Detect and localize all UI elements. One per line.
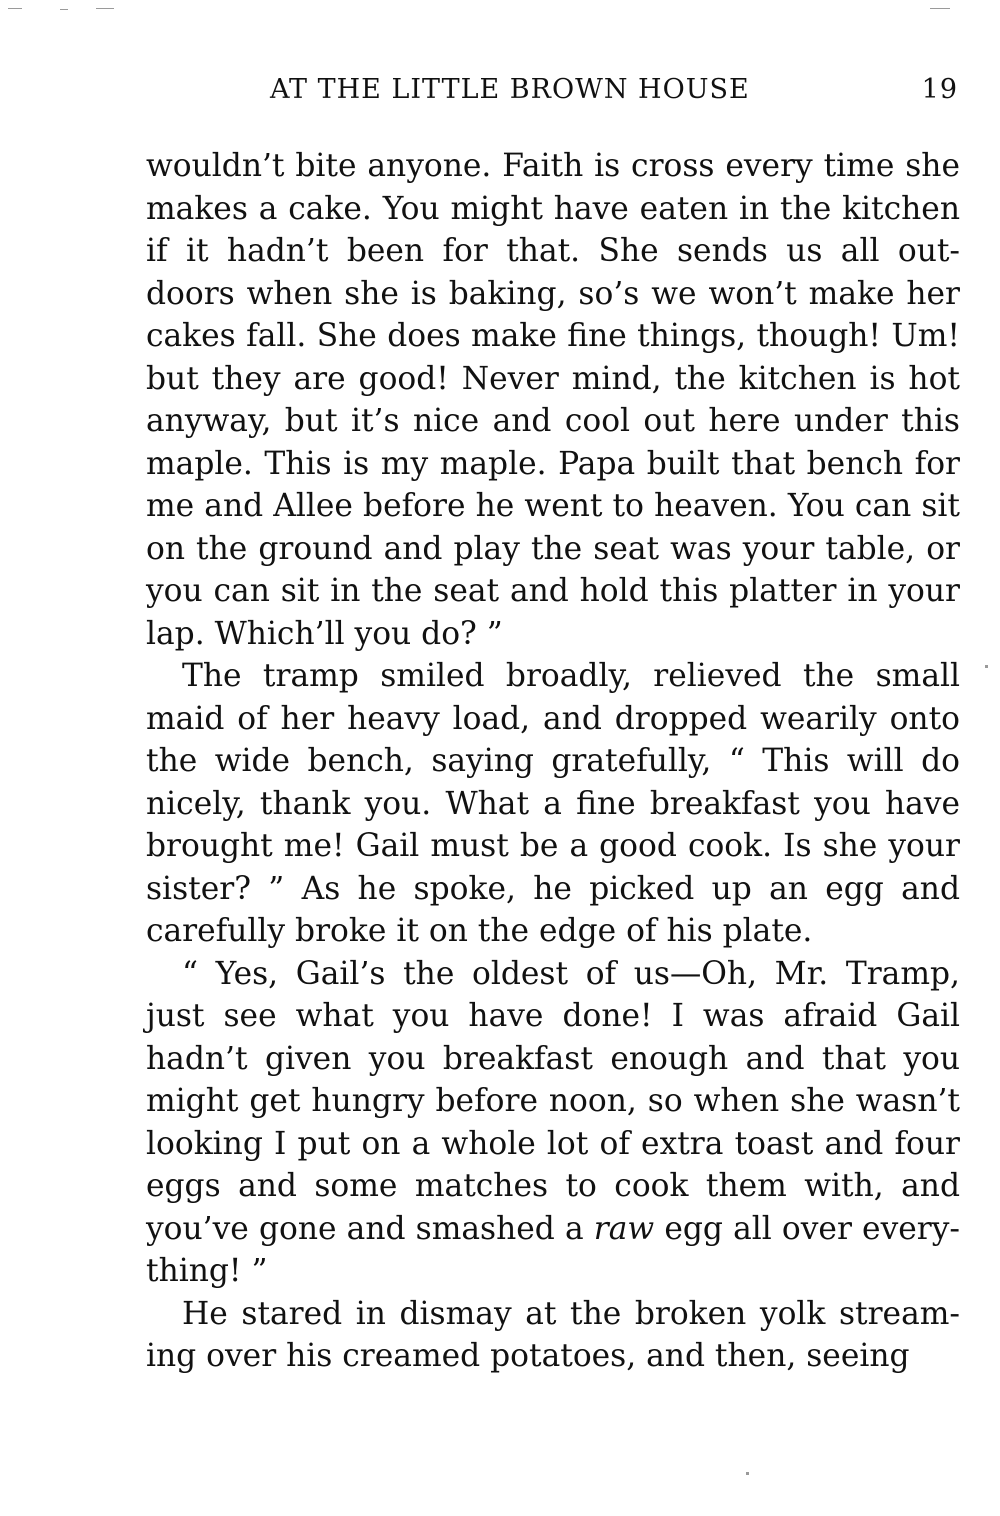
paragraph-text: “ Yes, Gail’s the oldest of us—Oh, Mr. Tramp, just see what you have done! I was afraid Gail hadn’t given you breakfast enough and that you might get hungry before noon, so when she wasn’t looking I put on a whole lot of extra toast and four eggs and some matches to cook them with, and you’ve gone and smashed a — [146, 955, 960, 1247]
scan-speck — [746, 1472, 749, 1475]
running-head — [146, 74, 960, 114]
paragraph — [146, 655, 960, 953]
scan-speck — [96, 8, 114, 9]
scan-speck — [8, 8, 22, 9]
page-number: 19 — [921, 74, 958, 105]
scan-speck — [60, 9, 68, 10]
scan-speck — [985, 665, 988, 668]
paragraph-text: He stared in dismay at the broken yolk streaming over his creamed potatoes, and then, seeing — [146, 1295, 960, 1374]
italic-word: raw — [593, 1210, 655, 1247]
body-text — [146, 145, 960, 1378]
paragraph — [146, 953, 960, 1293]
paragraph-text: The tramp smiled broadly, relieved the small maid of her heavy load, and dropped wearily onto the wide bench, saying gratefully, “ This will do nicely, thank you. What a fine breakfast you have brought me! Gail must be a good cook. Is she your sister? ” As he spoke, he picked up an egg and carefully broke it on the edge of his plate. — [146, 658, 960, 949]
paragraph-text: wouldn’t bite anyone. Faith is cross every time she makes a cake. You might have eaten in the kitchen if it hadn’t been for that. She sends us all out-doors when she is baking, so’s we won’t make her cakes fall. She does make fine things, though! Um! but they are good! Never mind, the kitchen is hot anyway, but it’s nice and cool out here under this maple. This is my maple. Papa built that bench for me and Allee before he went to heaven. You can sit on the ground and play the seat was your table, or you can sit in the seat and hold this platter in your lap. Which’ll you do? ” — [146, 148, 960, 652]
scan-speck — [930, 8, 950, 9]
running-head-title: AT THE LITTLE BROWN HOUSE — [270, 74, 750, 105]
paragraph-text: egg all over everything! ” — [146, 1210, 960, 1289]
paragraph — [146, 1293, 960, 1378]
paragraph — [146, 145, 960, 655]
